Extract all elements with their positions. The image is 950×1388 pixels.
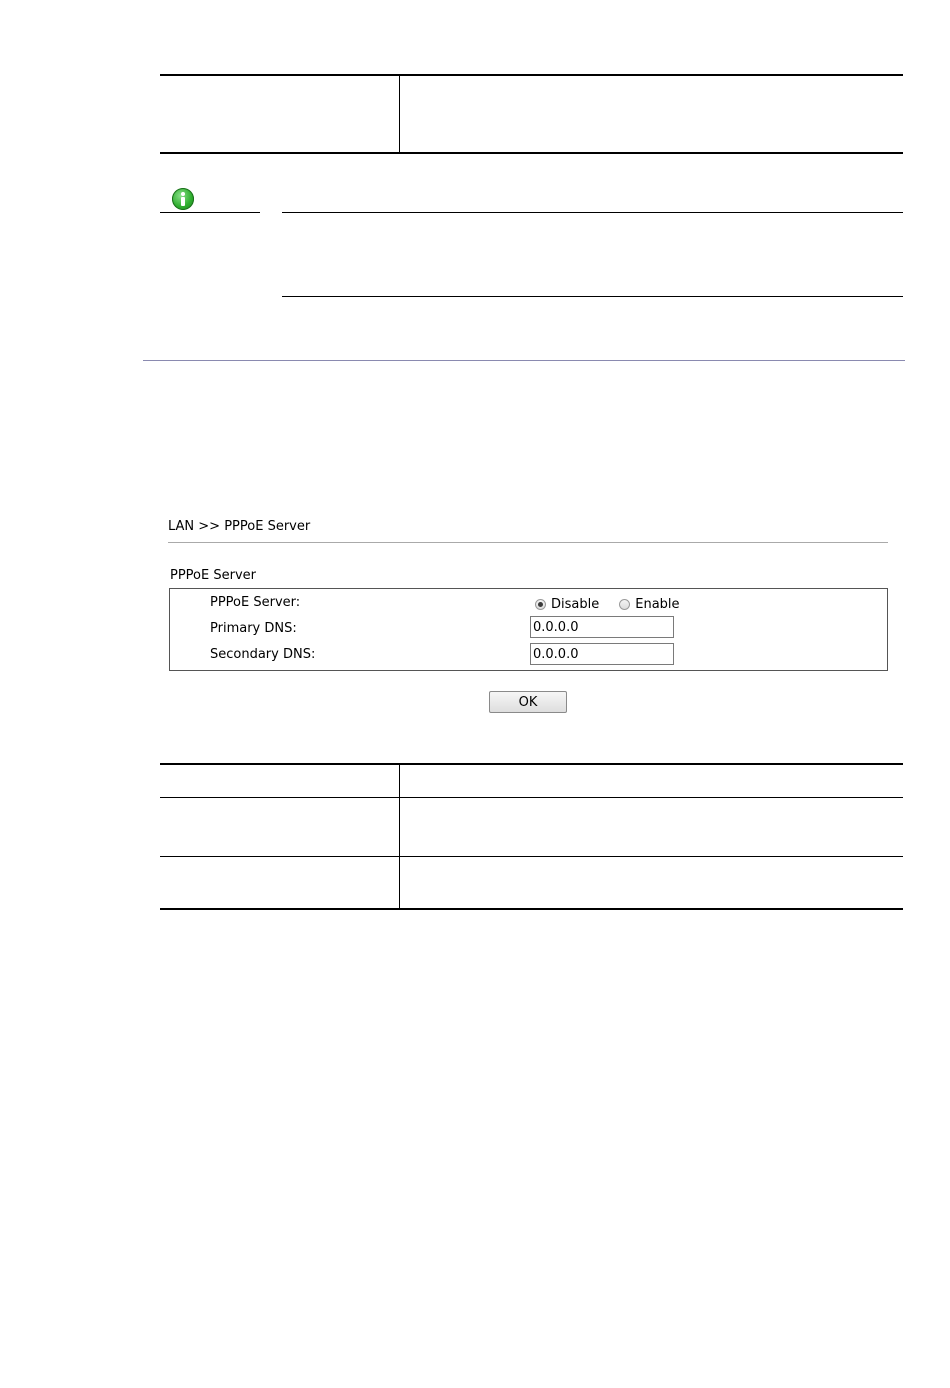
section-divider [143, 360, 905, 361]
disable-radio-label[interactable]: Disable [551, 596, 600, 612]
primary-dns-input[interactable] [530, 616, 674, 638]
breadcrumb-underline [168, 542, 888, 543]
top-table-bottom-rule [160, 152, 903, 154]
note-top-rule [282, 212, 903, 213]
top-table-column-divider [399, 75, 400, 153]
breadcrumb: LAN >> PPPoE Server [168, 519, 311, 534]
note-bottom-rule [282, 296, 903, 297]
disable-radio[interactable] [535, 599, 546, 610]
info-icon [172, 188, 194, 210]
pppoe-server-radio-group [535, 595, 700, 613]
bottom-table-column-divider [399, 764, 400, 909]
section-title: PPPoE Server [170, 568, 256, 583]
enable-radio-label[interactable]: Enable [635, 596, 680, 612]
secondary-dns-label: Secondary DNS: [210, 647, 316, 662]
pppoe-server-label: PPPoE Server: [210, 595, 301, 610]
top-table-top-rule [160, 74, 903, 76]
secondary-dns-input[interactable] [530, 643, 674, 665]
note-icon-underline [160, 212, 260, 213]
ok-button[interactable]: OK [489, 691, 567, 713]
primary-dns-label: Primary DNS: [210, 621, 297, 636]
bottom-table-bottom-rule [160, 908, 903, 910]
bottom-table-header-rule [160, 797, 903, 798]
enable-radio[interactable] [619, 599, 630, 610]
bottom-table-top-rule [160, 763, 903, 765]
bottom-table-row-rule [160, 856, 903, 857]
